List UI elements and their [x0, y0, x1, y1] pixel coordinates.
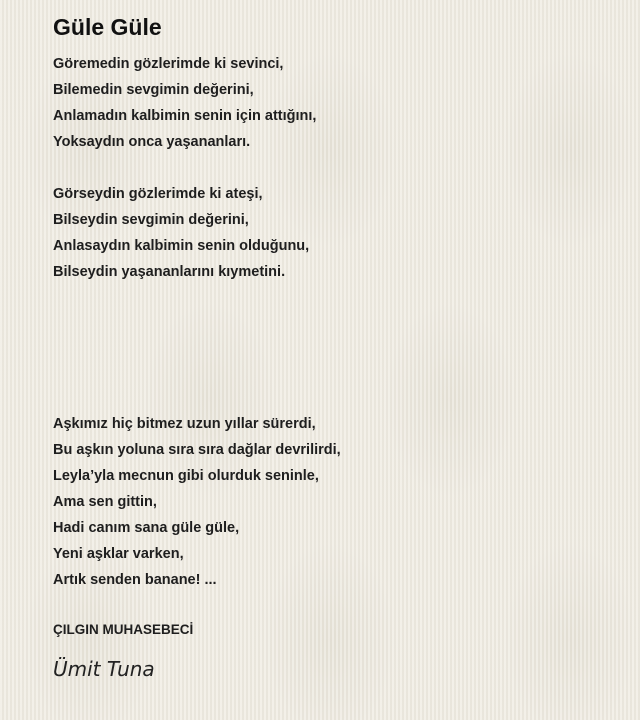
- poem-line: Leyla’yla mecnun gibi olurduk seninle,: [53, 468, 319, 484]
- poem-line: Artık senden banane! ...: [53, 572, 217, 588]
- poem-signature: Ümit Tuna: [53, 657, 155, 681]
- poem-line: Bilseydin yaşananlarını kıymetini.: [53, 264, 286, 280]
- poem-stanza-3: [53, 411, 613, 593]
- poem-line: Anlamadın kalbimin senin için attığını,: [53, 108, 317, 124]
- poem-line: Anlasaydın kalbimin senin olduğunu,: [53, 238, 310, 254]
- poem-stanza-2: [53, 181, 613, 285]
- poem-line: Ama sen gittin,: [53, 494, 157, 510]
- poem-line: Görseydin gözlerimde ki ateşi,: [53, 186, 263, 202]
- poem-line: Yoksaydın onca yaşananları.: [53, 134, 251, 150]
- poem-title: Güle Güle: [53, 14, 162, 40]
- poem-line: Hadi canım sana güle güle,: [53, 520, 240, 536]
- poem-line: Bilseydin sevgimin değerini,: [53, 212, 249, 228]
- poem-line: Bilemedin sevgimin değerini,: [53, 82, 254, 98]
- poem-stanza-1: [53, 51, 613, 155]
- poem-line: Göremedin gözlerimde ki sevinci,: [53, 56, 284, 72]
- poem-line: Aşkımız hiç bitmez uzun yıllar sürerdi,: [53, 416, 316, 432]
- poem-container: [53, 10, 613, 683]
- poem-line: Yeni aşklar varken,: [53, 546, 184, 562]
- poem-line: Bu aşkın yoluna sıra sıra dağlar devrilirdi,: [53, 442, 341, 458]
- poem-author: ÇILGIN MUHASEBECİ: [53, 622, 194, 637]
